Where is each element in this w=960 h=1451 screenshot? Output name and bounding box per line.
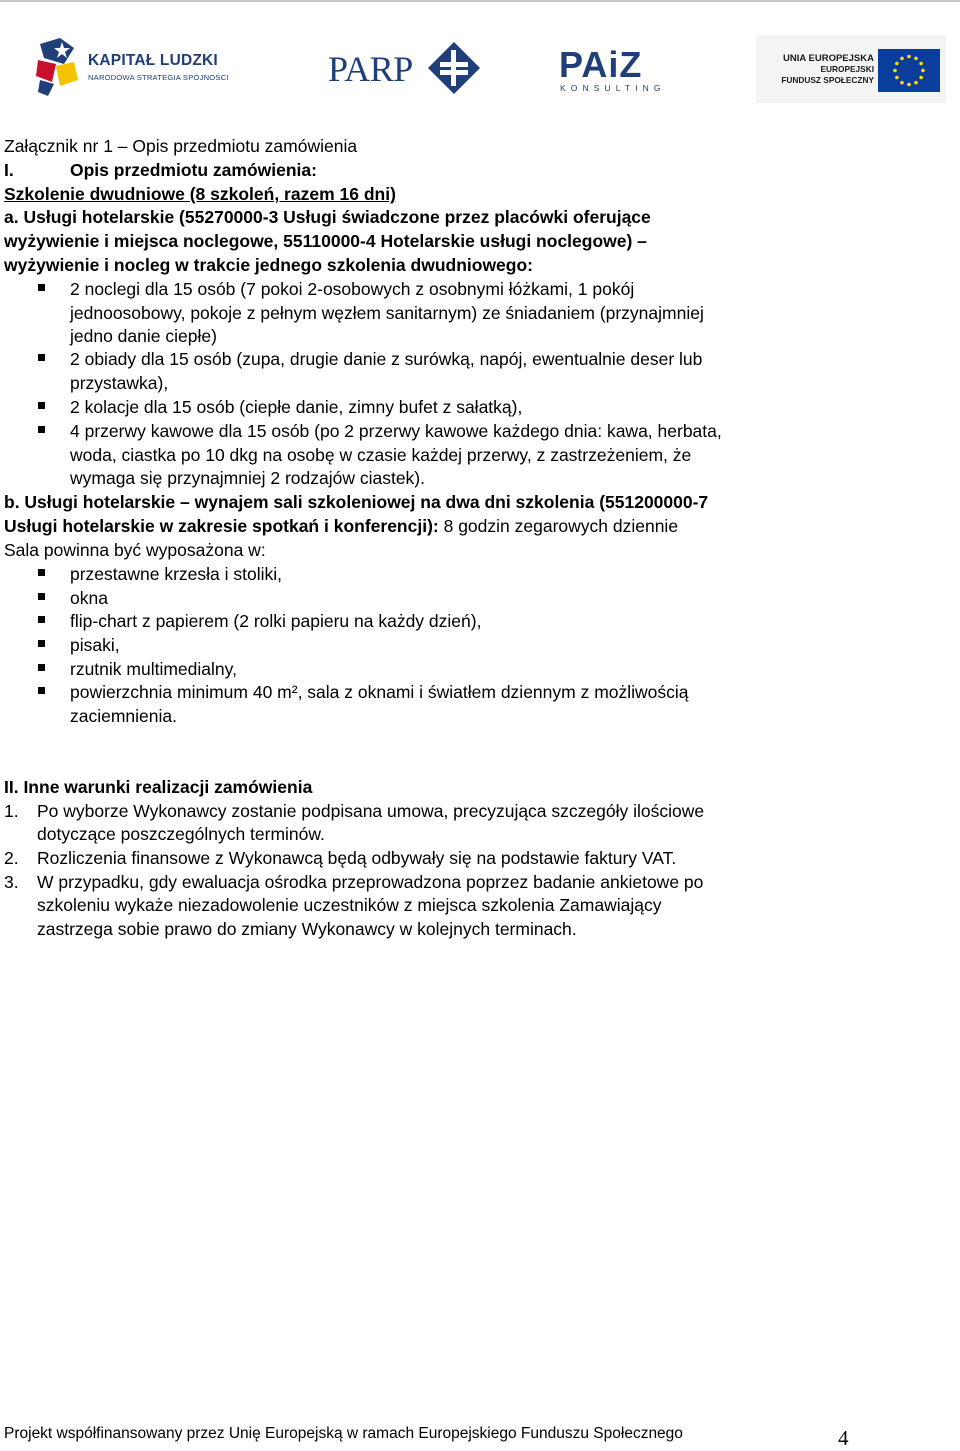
section2-title: II. Inne warunki realizacji zamówienia — [4, 777, 313, 797]
part-b-line2-bold: Usługi hotelarskie w zakresie spotkań i konferencji): — [4, 516, 439, 536]
list-item: pisaki, — [70, 635, 120, 655]
paiz-logo — [559, 44, 669, 94]
bullet-icon — [38, 402, 45, 409]
attachment-title: Załącznik nr 1 – Opis przedmiotu zamówienia — [4, 136, 358, 156]
kapital-ludzki-logo — [34, 36, 234, 98]
part-a-line: wyżywienie i nocleg w trakcie jednego szkolenia dwudniowego: — [4, 255, 533, 275]
condition-line: dotyczące poszczególnych terminów. — [37, 824, 325, 844]
list-item: okna — [70, 588, 108, 608]
condition-line: W przypadku, gdy ewaluacja ośrodka przeprowadzona poprzez badanie ankietowe po — [37, 872, 704, 892]
bullet-icon — [38, 664, 45, 671]
list-item: 4 przerwy kawowe dla 15 osób (po 2 przerwy kawowe każdego dnia: kawa, herbata, — [70, 421, 722, 441]
list-item: jednoosobowy, pokoje z pełnym węzłem sanitarnym) ze śniadaniem (przynajmniej — [70, 303, 704, 323]
list-item: przystawka), — [70, 373, 169, 393]
eu-logo-text — [770, 53, 874, 86]
part-b-line2 — [4, 514, 678, 538]
eu-star-icon — [914, 81, 918, 85]
section1-title: Opis przedmiotu zamówienia: — [70, 160, 317, 180]
parp-logo — [328, 40, 484, 96]
bullet-icon — [38, 284, 45, 291]
eu-logo-line2: EUROPEJSKI — [820, 64, 874, 74]
parp-wordmark: PARP — [328, 49, 413, 89]
eu-star-icon — [919, 76, 923, 80]
list-item: 2 noclegi dla 15 osób (7 pokoi 2-osobowych z osobnymi łóżkami, 1 pokój — [70, 279, 635, 299]
eu-star-icon — [919, 62, 923, 66]
condition-number: 1. — [4, 801, 19, 821]
paiz-subtitle: KONSULTING — [560, 83, 666, 93]
eu-efs-logo — [756, 35, 946, 103]
footer-text: Projekt współfinansowany przez Unię Europejską w ramach Europejskiego Funduszu Społecznego — [4, 1425, 683, 1442]
list-item: 2 obiady dla 15 osób (zupa, drugie danie z surówką, napój, ewentualnie deser lub — [70, 349, 703, 369]
eu-star-icon — [914, 57, 918, 61]
eu-star-icon — [895, 62, 899, 66]
condition-number: 3. — [4, 872, 19, 892]
kapital-ludzki-title: KAPITAŁ LUDZKI — [88, 52, 218, 69]
bullet-icon — [38, 569, 45, 576]
eu-logo-line1: UNIA EUROPEJSKA — [783, 53, 874, 64]
list-item: woda, ciastka po 10 dkg na osobę w czasie każdej przerwy, z zastrzeżeniem, że — [70, 445, 692, 465]
eu-star-icon — [900, 81, 904, 85]
eu-flag-icon — [878, 49, 940, 92]
training-heading: Szkolenie dwudniowe (8 szkoleń, razem 16 dni) — [4, 184, 396, 204]
condition-line: szkoleniu wykaże niezadowolenie uczestników z miejsca szkolenia Zamawiający — [37, 895, 662, 915]
eu-star-icon — [907, 83, 911, 87]
kapital-ludzki-subtitle: NARODOWA STRATEGIA SPÓJNOŚCI — [88, 73, 229, 82]
list-item: jedno danie ciepłe) — [70, 326, 217, 346]
bullet-icon — [38, 616, 45, 623]
section1-number: I. — [4, 160, 14, 180]
list-item: wymaga się przynajmniej 2 rodzajów ciastek). — [70, 468, 425, 488]
eu-star-icon — [921, 69, 925, 73]
condition-line: Rozliczenia finansowe z Wykonawcą będą odbywały się na podstawie faktury VAT. — [37, 848, 677, 868]
eu-star-icon — [907, 55, 911, 59]
condition-number: 2. — [4, 848, 19, 868]
condition-line: Po wyborze Wykonawcy zostanie podpisana umowa, precyzująca szczegóły ilościowe — [37, 801, 705, 821]
part-b-line2-rest: 8 godzin zegarowych dziennie — [438, 516, 679, 536]
part-b-equipment-intro: Sala powinna być wyposażona w: — [4, 540, 266, 560]
list-item: zaciemnienia. — [70, 706, 177, 726]
list-item: rzutnik multimedialny, — [70, 659, 237, 679]
list-item: powierzchnia minimum 40 m², sala z oknami i światłem dziennym z możliwością — [70, 682, 689, 702]
kapital-ludzki-emblem-icon — [34, 36, 86, 98]
top-rule — [0, 0, 960, 2]
bullet-icon — [38, 593, 45, 600]
list-item: 2 kolacje dla 15 osób (ciepłe danie, zimny bufet z sałatką), — [70, 397, 523, 417]
paiz-wordmark: PAiZ — [559, 44, 643, 85]
bullet-icon — [38, 687, 45, 694]
part-a-line: wyżywienie i miejsca noclegowe, 55110000-4 Hotelarskie usługi noclegowe) – — [4, 231, 647, 251]
part-a-line: a. Usługi hotelarskie (55270000-3 Usługi świadczone przez placówki oferujące — [4, 207, 651, 227]
eu-star-icon — [895, 76, 899, 80]
eu-star-icon — [900, 57, 904, 61]
parp-emblem-icon — [426, 40, 482, 96]
eu-star-icon — [893, 69, 897, 73]
part-b-line: b. Usługi hotelarskie – wynajem sali szkoleniowej na dwa dni szkolenia (551200000-7 — [4, 492, 709, 512]
bullet-icon — [38, 354, 45, 361]
bullet-icon — [38, 640, 45, 647]
bullet-icon — [38, 426, 45, 433]
page-number: 4 — [838, 1426, 849, 1450]
list-item: przestawne krzesła i stoliki, — [70, 564, 283, 584]
list-item: flip-chart z papierem (2 rolki papieru na każdy dzień), — [70, 611, 482, 631]
eu-logo-line3: FUNDUSZ SPOŁECZNY — [781, 75, 874, 85]
condition-line: zastrzega sobie prawo do zmiany Wykonawcy w kolejnych terminach. — [37, 919, 577, 939]
